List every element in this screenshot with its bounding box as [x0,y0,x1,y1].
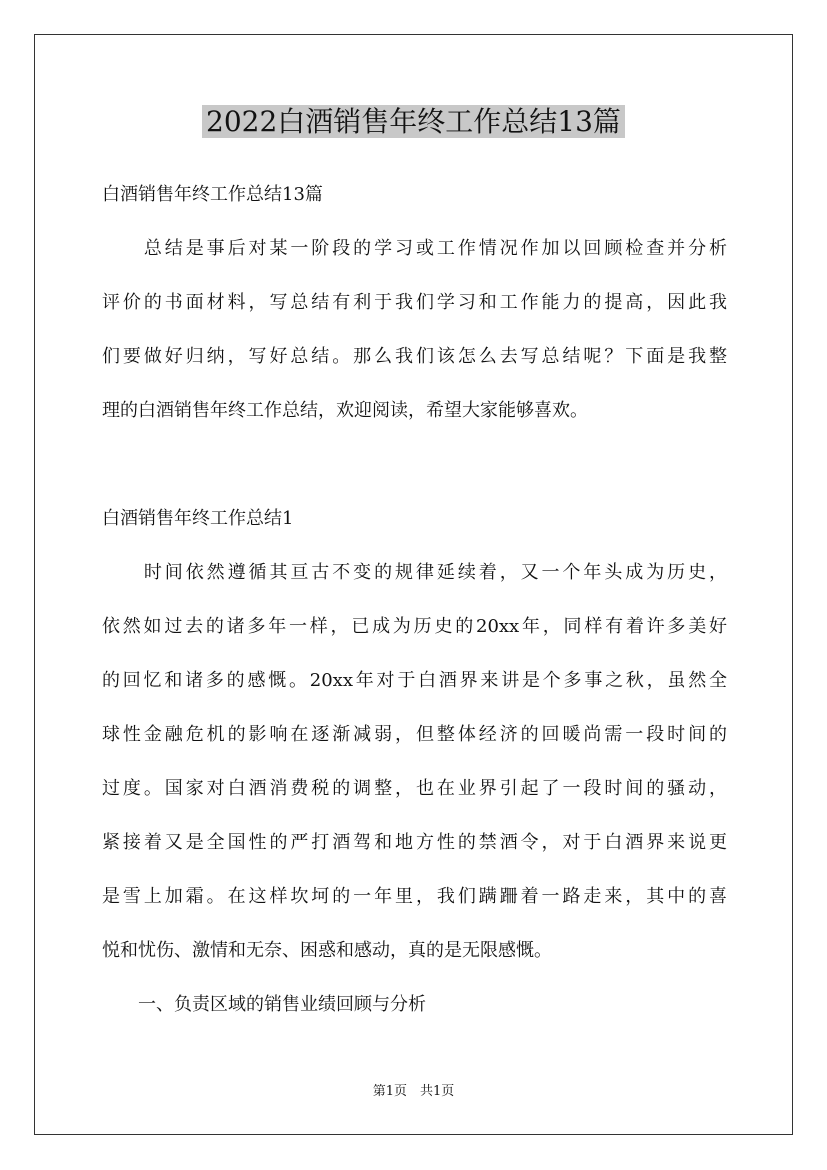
paragraph-line: 总结是事后对某一阶段的学习或工作情况作加以回顾检查并分析 [102,238,727,259]
section-heading: 白酒销售年终工作总结1 [102,508,294,529]
page-footer: 第1页 共1页 [372,1084,455,1099]
document-title [0,101,827,143]
paragraph-line: 理的白酒销售年终工作总结，欢迎阅读，希望大家能够喜欢。 [102,400,588,421]
paragraph-line: 时间依然遵循其亘古不变的规律延续着，又一个年头成为历史， [102,562,727,583]
paragraph-line: 紧接着又是全国性的严打酒驾和地方性的禁酒令，对于白酒界来说更 [102,832,727,853]
subtitle-line: 白酒销售年终工作总结13篇 [102,184,323,205]
paragraph-line: 过度。国家对白酒消费税的调整，也在业界引起了一段时间的骚动， [102,778,727,799]
paragraph-line: 依然如过去的诸多年一样，已成为历史的20xx年，同样有着许多美好 [102,616,727,637]
paragraph-line: 球性金融危机的影响在逐渐减弱，但整体经济的回暖尚需一段时间的 [102,724,727,745]
paragraph-line: 是雪上加霜。在这样坎坷的一年里，我们蹒跚着一路走来，其中的喜 [102,886,727,907]
paragraph-line: 的回忆和诸多的感慨。20xx年对于白酒界来讲是个多事之秋，虽然全 [102,670,727,691]
document-title-text: 2022白酒销售年终工作总结13篇 [202,105,625,138]
paragraph-line: 悦和忧伤、激情和无奈、困惑和感动，真的是无限感慨。 [102,940,552,961]
subsection-heading: 一、负责区域的销售业绩回顾与分析 [102,994,426,1015]
paragraph-line: 们要做好归纳，写好总结。那么我们该怎么去写总结呢？下面是我整 [102,346,727,367]
paragraph-line: 评价的书面材料，写总结有利于我们学习和工作能力的提高，因此我 [102,292,727,313]
